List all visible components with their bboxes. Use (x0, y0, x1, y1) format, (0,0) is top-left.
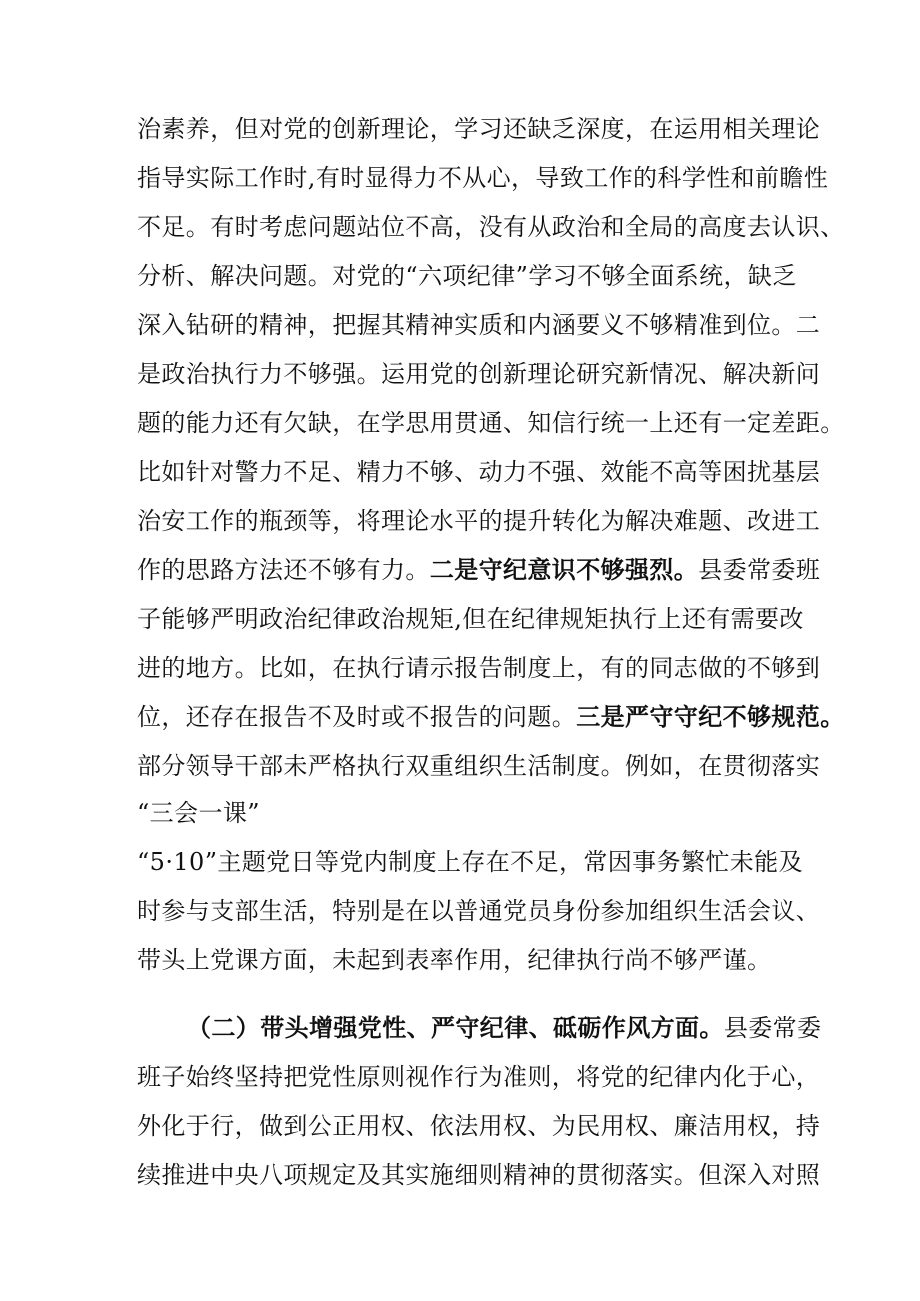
text-line (137, 945, 771, 975)
text-run: 位，还存在报告不及时或不报告的问题。 (137, 703, 577, 731)
text-line (137, 261, 797, 291)
text-run: 作的思路方法还不够有力。 (137, 556, 430, 584)
text-run: 子能够严明政治纪律政治规矩,但在纪律规矩执行上还有需要改 (137, 605, 804, 633)
section-heading: （二）带头增强党性、严守纪律、砥砺作风方面。 (187, 1013, 724, 1042)
text-line (187, 1013, 821, 1043)
text-line (137, 896, 820, 926)
text-line (137, 408, 845, 438)
text-run: “5·10”主题党日等党内制度上存在不足，常因事务繁忙未能及 (137, 848, 803, 876)
text-run: 县委常委班 (698, 556, 821, 584)
bold-heading-run: 二是守纪意识不够强烈。 (429, 555, 699, 584)
text-run: 外化于行，做到公正用权、依法用权、为民用权、廉洁用权，持 (137, 1112, 821, 1140)
text-run: 部分领导干部未严格执行双重组织生活制度。例如，在贯彻落实 (137, 752, 821, 780)
text-line (137, 310, 820, 340)
text-run: 指导实际工作时,有时显得力不从心，导致工作的科学性和前瞻性 (137, 164, 829, 192)
text-line (137, 506, 820, 536)
text-line (137, 114, 820, 144)
text-run: 分析、解决问题。对党的“六项纪律”学习不够全面系统，缺乏 (137, 262, 797, 290)
text-run: 班子始终坚持把党性原则视作行为准则，将党的纪律内化于心， (137, 1063, 821, 1091)
text-run: 时参与支部生活，特别是在以普通党员身份参加组织生活会议、 (137, 897, 821, 925)
text-line (137, 847, 803, 877)
text-line (137, 702, 845, 732)
text-run: “三会一课” (137, 799, 260, 827)
text-line (137, 457, 820, 487)
text-run: 县委常委 (723, 1014, 822, 1042)
text-line (137, 359, 820, 389)
text-line (137, 1111, 820, 1141)
text-run: 带头上党课方面，未起到表率作用，纪律执行尚不够严谨。 (137, 946, 772, 974)
text-run: 治素养，但对党的创新理论，学习还缺乏深度，在运用相关理论 (137, 115, 821, 143)
text-line (137, 212, 845, 242)
text-run: 比如针对警力不足、精力不够、动力不强、效能不高等困扰基层 (137, 458, 821, 486)
text-line (137, 163, 828, 193)
text-run: 不足。有时考虑问题站位不高，没有从政治和全局的高度去认识、 (137, 213, 845, 241)
text-line (137, 798, 260, 828)
text-run: 进的地方。比如，在执行请示报告制度上，有的同志做的不够到 (137, 654, 821, 682)
text-line (137, 1062, 820, 1092)
text-line (137, 555, 820, 585)
text-line (137, 1160, 820, 1190)
text-run: 是政治执行力不够强。运用党的创新理论研究新情况、解决新问 (137, 360, 821, 388)
text-line (137, 604, 804, 634)
text-run: 深入钻研的精神，把握其精神实质和内涵要义不够精准到位。二 (137, 311, 821, 339)
text-line (137, 653, 820, 683)
text-run: 治安工作的瓶颈等，将理论水平的提升转化为解决难题、改进工 (137, 507, 821, 535)
text-run: 续推进中央八项规定及其实施细则精神的贯彻落实。但深入对照 (137, 1161, 821, 1189)
text-line (137, 751, 820, 781)
text-run: 题的能力还有欠缺，在学思用贯通、知信行统一上还有一定差距。 (137, 409, 845, 437)
bold-heading-run: 三是严守守纪不够规范。 (576, 702, 845, 731)
